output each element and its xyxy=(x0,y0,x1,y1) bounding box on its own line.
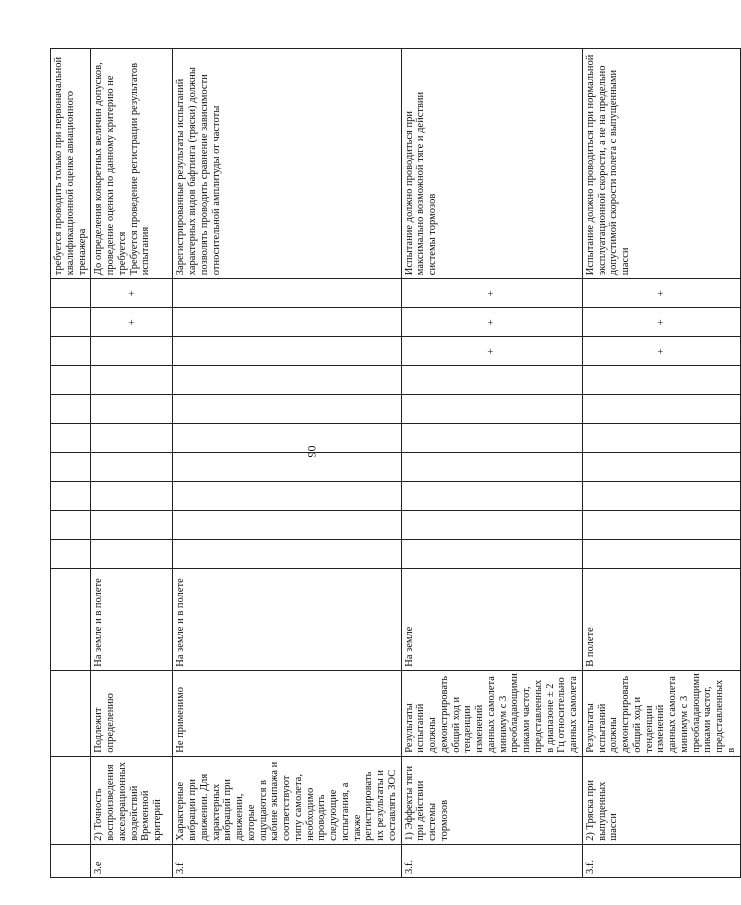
flight-condition-cell: На земле xyxy=(401,569,582,671)
level-mark-cell xyxy=(51,511,91,540)
level-mark-cell xyxy=(173,424,401,453)
level-mark-cell xyxy=(173,482,401,511)
level-mark-cell: + xyxy=(582,337,740,366)
note-cell: Зарегистрированные результаты испытаний характерных видов бафтинга (тряски) должны позволять проводить сравнение зависимости относительной амплитуды от частоты xyxy=(173,49,401,279)
level-mark-cell xyxy=(401,482,582,511)
level-mark-cell xyxy=(401,366,582,395)
row-id-cell: 3.e xyxy=(91,844,173,877)
level-mark-cell xyxy=(91,482,173,511)
level-mark-cell xyxy=(51,424,91,453)
level-mark-cell: + xyxy=(401,279,582,308)
level-mark-cell xyxy=(173,366,401,395)
level-mark-cell xyxy=(91,453,173,482)
note-cell: требуется проводить только при первоначальной квалификационной оценке авиационного тренажера xyxy=(51,49,91,279)
tolerance-cell: Результаты испытаний должны демонстрировать общий ход и тенденции изменений данных самолета минимум с 3 преобладающими пиками частот, представленных в xyxy=(582,670,740,756)
level-mark-cell xyxy=(91,395,173,424)
test-item-cell: 2) Точность воспроизведения акселерационных воздействий Временной критерий xyxy=(91,756,173,844)
flight-condition-cell: На земле и в полете xyxy=(91,569,173,671)
level-mark-cell: + xyxy=(582,279,740,308)
level-mark-cell xyxy=(582,482,740,511)
requirements-table xyxy=(50,48,741,878)
level-mark-cell xyxy=(582,366,740,395)
level-mark-cell xyxy=(401,511,582,540)
level-mark-cell: + xyxy=(91,308,173,337)
level-mark-cell xyxy=(582,511,740,540)
level-mark-cell xyxy=(91,511,173,540)
table-row xyxy=(51,49,91,878)
table-row xyxy=(91,49,173,878)
note-cell: Испытание должно проводиться при нормальной эксплуатационной скорости, а не на предельно допустимой скорости полета с выпущенными шасси xyxy=(582,49,740,279)
level-mark-cell xyxy=(173,511,401,540)
page-number: 90 xyxy=(304,445,319,458)
flight-condition-cell: На земле и в полете xyxy=(173,569,401,671)
table-row xyxy=(582,49,740,878)
level-mark-cell xyxy=(401,424,582,453)
level-mark-cell xyxy=(91,424,173,453)
note-cell: До определения конкретных величин допусков, проведение оценки по данному критерию не требуется Требуется проведение регистрации результатов испытания xyxy=(91,49,173,279)
level-mark-cell xyxy=(173,540,401,569)
level-mark-cell xyxy=(582,424,740,453)
tolerance-cell: Не применимо xyxy=(173,670,401,756)
level-mark-cell xyxy=(51,453,91,482)
level-mark-cell xyxy=(91,337,173,366)
level-mark-cell xyxy=(582,395,740,424)
level-mark-cell xyxy=(51,482,91,511)
level-mark-cell xyxy=(51,337,91,366)
level-mark-cell xyxy=(582,540,740,569)
level-mark-cell xyxy=(91,366,173,395)
flight-condition-cell: В полете xyxy=(582,569,740,671)
test-item-cell: 1) Эффекты тяги при действии системы тормозов xyxy=(401,756,582,844)
level-mark-cell: + xyxy=(91,279,173,308)
level-mark-cell xyxy=(51,366,91,395)
row-id-cell: 3.f. xyxy=(401,844,582,877)
level-mark-cell xyxy=(91,540,173,569)
level-mark-cell: + xyxy=(401,308,582,337)
test-item-cell xyxy=(51,756,91,844)
level-mark-cell xyxy=(401,540,582,569)
table-row xyxy=(401,49,582,878)
row-id-cell: 3.f xyxy=(173,844,401,877)
level-mark-cell xyxy=(51,540,91,569)
level-mark-cell xyxy=(173,395,401,424)
level-mark-cell xyxy=(51,395,91,424)
rotated-table-frame xyxy=(50,48,737,878)
note-cell: Испытание должно проводиться при максимально возможной тяге и действии системы тормозов xyxy=(401,49,582,279)
level-mark-cell xyxy=(173,308,401,337)
row-id-cell xyxy=(51,844,91,877)
flight-condition-cell xyxy=(51,569,91,671)
test-item-cell: Характерные вибрации при движении. Для характерных вибраций при движении, которые ощущаются в кабине экипажа и соответствуют типу самолета, необходимо проводить следующие испытания, а также регистрировать их результаты и составлять ЗОС xyxy=(173,756,401,844)
row-id-cell: 3.f. xyxy=(582,844,740,877)
level-mark-cell: + xyxy=(401,337,582,366)
level-mark-cell: + xyxy=(582,308,740,337)
table-row xyxy=(173,49,401,878)
tolerance-cell: Подлежит определению xyxy=(91,670,173,756)
level-mark-cell xyxy=(401,395,582,424)
level-mark-cell xyxy=(173,279,401,308)
tolerance-cell: Результаты испытаний должны демонстрировать общий ход и тенденции изменений данных самолета минимум с 3 преобладающими пиками частот, представленных в диапазоне ± 2 Гц относительно данных самолета xyxy=(401,670,582,756)
level-mark-cell xyxy=(51,308,91,337)
level-mark-cell xyxy=(401,453,582,482)
test-item-cell: 2) Тряска при выпущенных шасси xyxy=(582,756,740,844)
tolerance-cell xyxy=(51,670,91,756)
level-mark-cell xyxy=(582,453,740,482)
level-mark-cell xyxy=(173,337,401,366)
level-mark-cell xyxy=(173,453,401,482)
level-mark-cell xyxy=(51,279,91,308)
